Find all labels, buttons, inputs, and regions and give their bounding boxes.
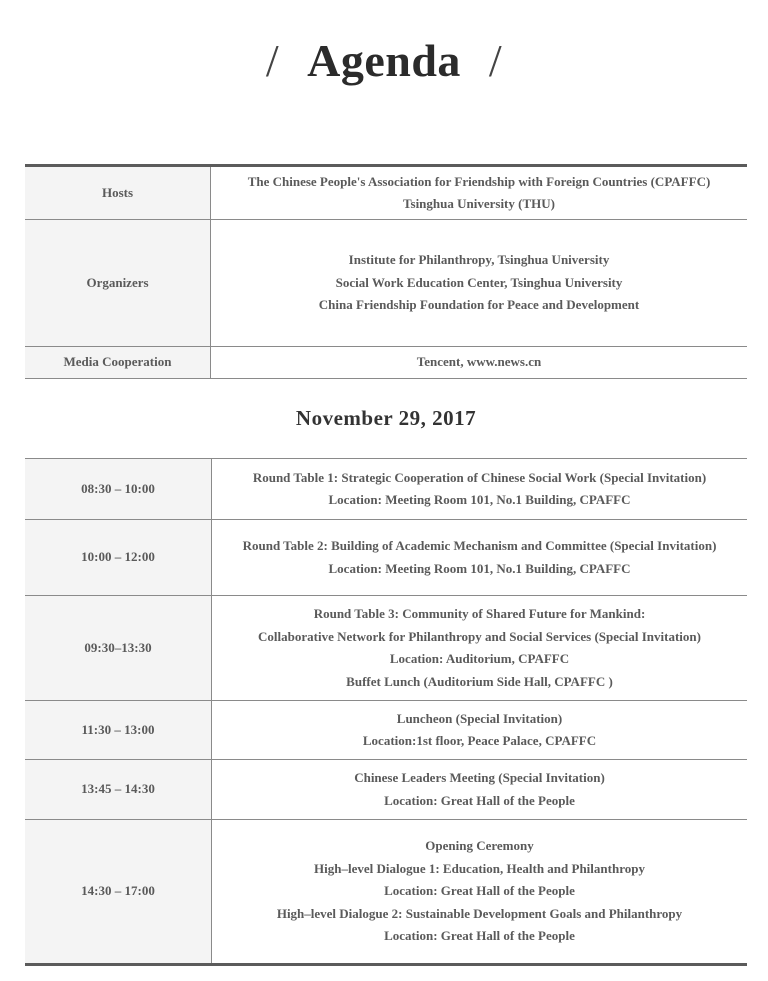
schedule-row <box>25 820 747 965</box>
title-slash-right: / <box>488 35 503 86</box>
schedule-content <box>212 701 748 760</box>
schedule-table <box>25 458 747 966</box>
schedule-line: Location: Great Hall of the People <box>384 792 575 808</box>
schedule-row <box>25 520 747 596</box>
schedule-content <box>212 820 748 965</box>
schedule-time: 11:30 – 13:00 <box>25 701 212 760</box>
page-title <box>0 34 768 87</box>
event-date: November 29, 2017 <box>295 406 477 430</box>
title-text: Agenda <box>307 35 461 86</box>
schedule-line: Round Table 2: Building of Academic Mechanism and Committee (Special Invitation) <box>242 538 717 553</box>
schedule-line: Collaborative Network for Philanthropy and Social Services (Special Invitation) <box>258 628 701 644</box>
schedule-line: Location: Great Hall of the People <box>384 883 575 899</box>
schedule-time: 13:45 – 14:30 <box>25 760 212 820</box>
schedule-line: Buffet Lunch (Auditorium Side Hall, CPAFFC ) <box>346 673 613 689</box>
schedule-content <box>212 520 748 596</box>
schedule-row <box>25 760 747 820</box>
schedule-time: 10:00 – 12:00 <box>25 520 212 596</box>
info-line: Tencent, www.news.cn <box>416 354 542 370</box>
schedule-line: Location: Great Hall of the People <box>384 928 575 944</box>
schedule-line: Round Table 1: Strategic Cooperation of Chinese Social Work (Special Invitation) <box>252 469 707 485</box>
schedule-line: High–level Dialogue 1: Education, Health and Philanthropy <box>314 860 645 876</box>
schedule-content <box>212 596 748 701</box>
schedule-line: Location:1st floor, Peace Palace, CPAFFC <box>362 733 597 748</box>
schedule-row <box>25 596 747 701</box>
schedule-row <box>25 701 747 760</box>
title-slash-left: / <box>265 35 280 86</box>
info-content <box>211 347 748 379</box>
info-label: Organizers <box>25 220 211 347</box>
schedule-line: Round Table 3: Community of Shared Future for Mankind: <box>313 606 646 621</box>
info-line: China Friendship Foundation for Peace and Development <box>318 297 640 313</box>
schedule-line: Luncheon (Special Invitation) <box>396 710 563 726</box>
schedule-time: 09:30–13:30 <box>25 596 212 701</box>
schedule-row <box>25 459 747 520</box>
schedule-line: Location: Auditorium, CPAFFC <box>389 651 570 666</box>
schedule-line: Opening Ceremony <box>425 838 534 854</box>
organizers-table <box>25 164 747 379</box>
info-row-media <box>25 347 747 379</box>
info-line: Social Work Education Center, Tsinghua University <box>335 274 623 290</box>
schedule-line: Location: Meeting Room 101, No.1 Building, CPAFFC <box>328 560 631 576</box>
info-line: The Chinese People's Association for Friendship with Foreign Countries (CPAFFC) <box>247 173 711 189</box>
info-row-hosts <box>25 166 747 220</box>
info-label: Media Cooperation <box>25 347 211 379</box>
schedule-content <box>212 459 748 520</box>
info-line: Tsinghua University (THU) <box>403 196 555 211</box>
schedule-content <box>212 760 748 820</box>
info-label: Hosts <box>25 166 211 220</box>
schedule-time: 14:30 – 17:00 <box>25 820 212 965</box>
schedule-time: 08:30 – 10:00 <box>25 459 212 520</box>
schedule-line: Location: Meeting Room 101, No.1 Building, CPAFFC <box>328 492 631 507</box>
info-row-organizers <box>25 220 747 347</box>
info-content <box>211 220 748 347</box>
schedule-line: Chinese Leaders Meeting (Special Invitation) <box>354 770 605 785</box>
info-line: Institute for Philanthropy, Tsinghua University <box>348 252 610 268</box>
schedule-line: High–level Dialogue 2: Sustainable Development Goals and Philanthropy <box>276 905 683 921</box>
info-content <box>211 166 748 220</box>
